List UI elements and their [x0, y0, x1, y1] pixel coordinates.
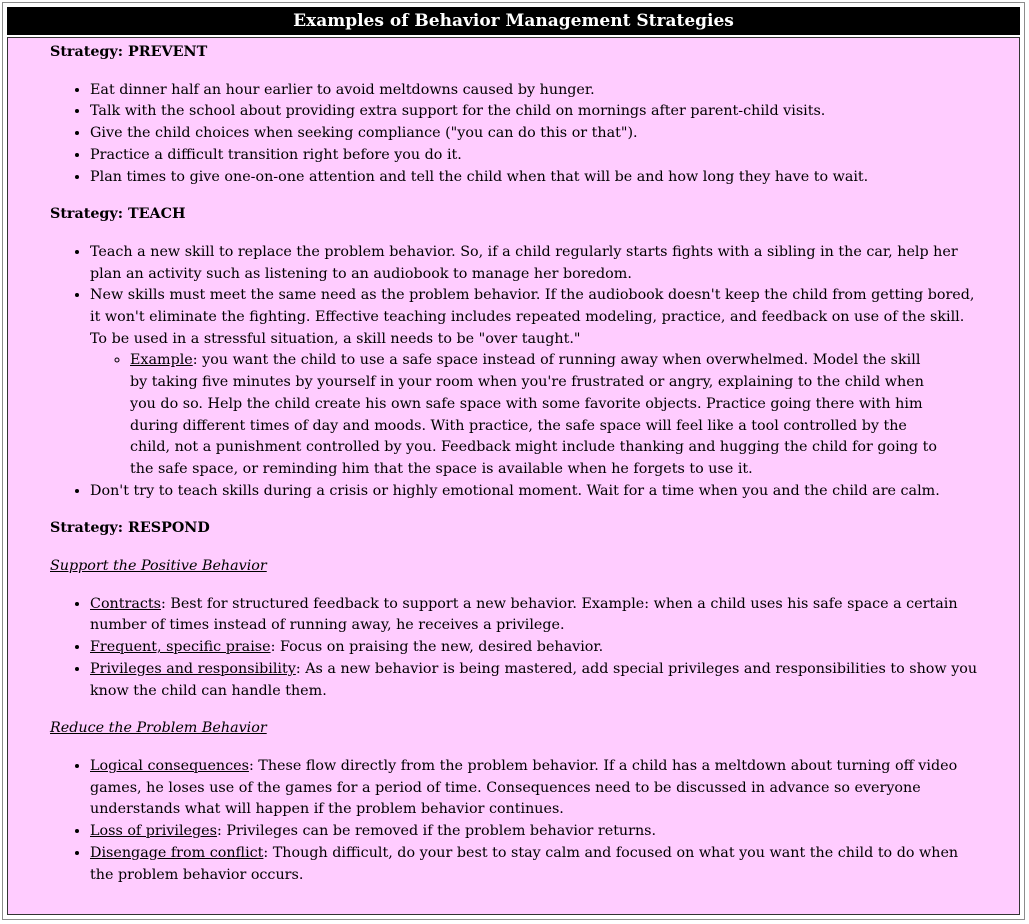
list-item	[90, 637, 1019, 659]
term: Privileges and responsibility	[90, 660, 296, 677]
definition: : Focus on praising the new, desired behavior.	[270, 639, 604, 656]
list-item-text: New skills must meet the same need as the problem behavior. If the audiobook doesn't keep the child from getting bored, it won't eliminate the fighting. Effective teaching includes repeated modeling, practice, and feedback on use of the skill. To be used in a stressful situation, a skill needs to be "over taught."	[90, 287, 975, 347]
strategies-panel	[2, 2, 1025, 920]
definition: : Though difficult, do your best to stay calm and focused on what you want the child to do when the problem behavior occurs.	[90, 844, 959, 883]
prevent-list	[50, 80, 1019, 189]
list-item	[90, 821, 1019, 843]
list-item: • Teach a new skill to replace the problem behavior. So, if a child regularly starts fights with a sibling in the car, help her plan an activity such as listening to an audiobook to manage her boredom.	[90, 242, 1019, 285]
teach-list	[50, 242, 1019, 502]
teach-heading: Strategy: TEACH	[50, 206, 186, 223]
list-item	[130, 350, 979, 480]
list-item: • Give the child choices when seeking compliance ("you can do this or that").	[90, 123, 1019, 145]
list-item: • Plan times to give one-on-one attention and tell the child when that will be and how long they have to wait.	[90, 167, 1019, 189]
prevent-heading: Strategy: PREVENT	[50, 44, 208, 60]
page-title: Examples of Behavior Management Strategies	[7, 7, 1020, 35]
list-item	[90, 659, 1019, 702]
support-subheading: Support the Positive Behavior	[50, 558, 267, 575]
example-text: : you want the child to use a safe space instead of running away when overwhelmed. Model the skill by taking five minutes by yourself in your room when you're frustrated or angry, explaining to the child when you do so. Help the child create his own safe space with some favorite objects. Practice going there with him during different times of day and moods. With practice, the safe space will feel like a tool controlled by the child, not a punishment controlled by you. Feedback might include thanking and hugging the child for going to the safe space, or reminding him that the space is available when he forgets to use it.	[130, 352, 937, 477]
term: Logical consequences	[90, 757, 249, 774]
term: Frequent, specific praise	[90, 639, 271, 656]
definition: : Best for structured feedback to support a new behavior. Example: when a child uses his safe space a certain number of times instead of running away, he receives a privilege.	[90, 595, 958, 634]
list-item: • Don't try to teach skills during a crisis or highly emotional moment. Wait for a time when you and the child are calm.	[90, 481, 1019, 503]
term: Disengage from conflict	[90, 844, 264, 861]
definition: : Privileges can be removed if the problem behavior returns.	[216, 823, 657, 840]
definition: : As a new behavior is being mastered, add special privileges and responsibilities to show you know the child can handle them.	[90, 660, 978, 699]
list-item	[90, 285, 1019, 480]
content-area	[7, 37, 1020, 915]
definition: : These flow directly from the problem behavior. If a child has a meltdown about turning off video games, he loses use of the games for a period of time. Consequences need to be discussed in advance so everyone understands what will happen if the problem behavior continues.	[90, 757, 958, 818]
list-item	[90, 843, 1019, 886]
list-item	[90, 756, 1019, 821]
list-item	[90, 594, 1019, 637]
teach-sublist	[90, 350, 979, 480]
list-item: • Eat dinner half an hour earlier to avoid meltdowns caused by hunger.	[90, 80, 1019, 102]
term: Loss of privileges	[90, 823, 217, 840]
support-list	[50, 594, 1019, 703]
reduce-list	[50, 756, 1019, 886]
list-item: • Practice a difficult transition right before you do it.	[90, 145, 1019, 167]
term: Contracts	[90, 595, 161, 612]
list-item: • Talk with the school about providing extra support for the child on mornings after parent-child visits.	[90, 101, 1019, 123]
reduce-subheading: Reduce the Problem Behavior	[50, 720, 267, 737]
example-label: Example	[130, 352, 193, 369]
respond-heading: Strategy: RESPOND	[50, 520, 210, 537]
